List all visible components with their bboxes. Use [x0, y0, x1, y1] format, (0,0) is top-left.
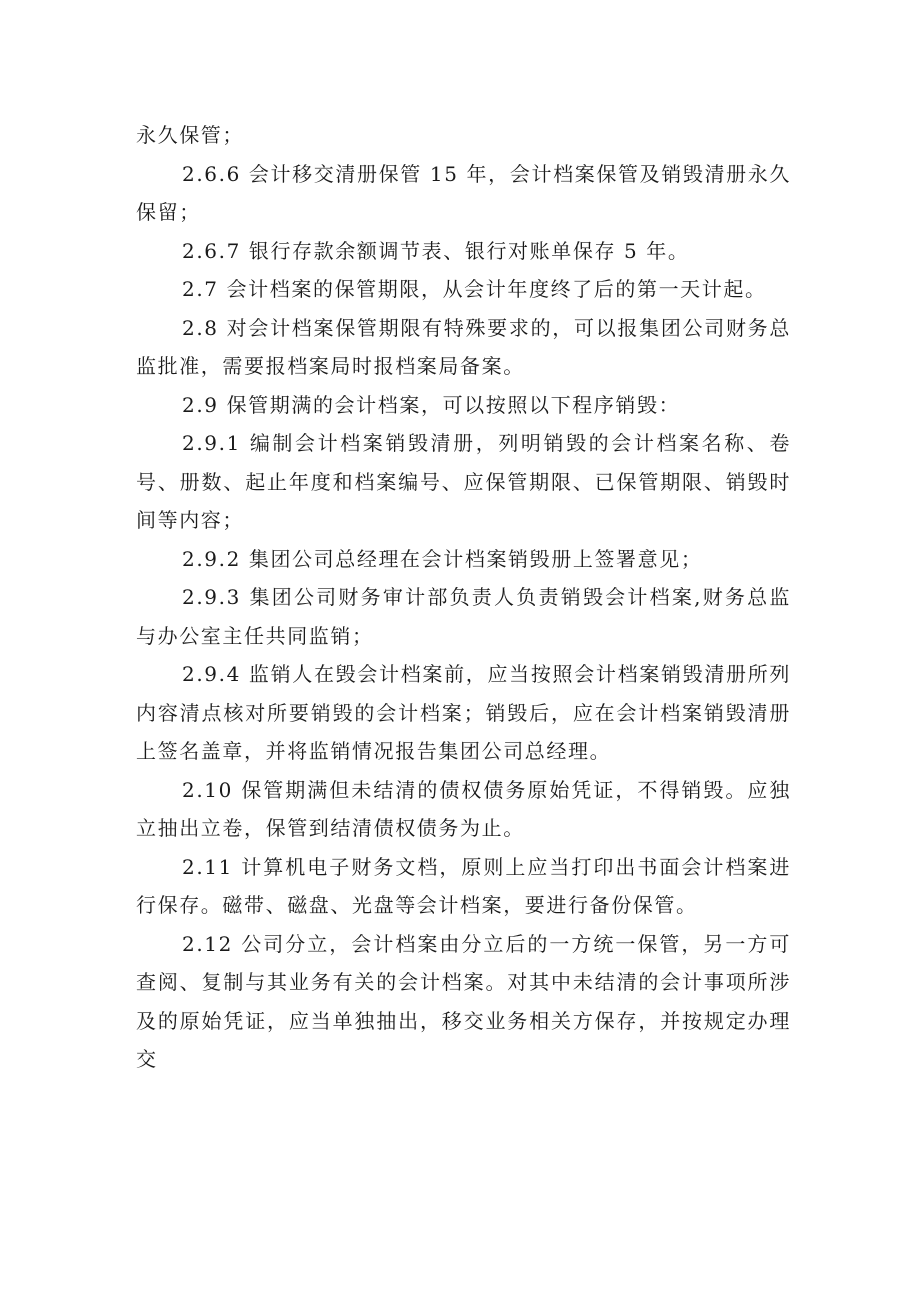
paragraph-2-9-4: 2.9.4 监销人在毁会计档案前，应当按照会计档案销毁清册所列内容清点核对所要销毁的会计档案；销毁后，应在会计档案销毁清册上签名盖章，并将监销情况报告集团公司总经理。: [136, 662, 791, 763]
paragraph-2-11: 2.11 计算机电子财务文档，原则上应当打印出书面会计档案进行保存。磁带、磁盘、光盘等会计档案，要进行备份保管。: [136, 854, 791, 917]
paragraph-2-6-6: 2.6.6 会计移交清册保管 15 年，会计档案保管及销毁清册永久保留；: [136, 161, 791, 224]
paragraph-2-6-7: 2.6.7 银行存款余额调节表、银行对账单保存 5 年。: [182, 238, 690, 263]
paragraph-2-9-1: 2.9.1 编制会计档案销毁清册，列明销毁的会计档案名称、卷号、册数、起止年度和档案编号、应保管期限、已保管期限、销毁时间等内容；: [136, 431, 791, 532]
paragraph-2-7: 2.7 会计档案的保管期限，从会计年度终了后的第一天计起。: [182, 277, 767, 301]
paragraph-2-9: 2.9 保管期满的会计档案，可以按照以下程序销毁：: [182, 392, 681, 417]
paragraph-2-8: 2.8 对会计档案保管期限有特殊要求的，可以报集团公司财务总监批准，需要报档案局时报档案局备案。: [136, 315, 791, 378]
document-body: [136, 116, 791, 1079]
paragraph-2-9-2: 2.9.2 集团公司总经理在会计档案销毁册上签署意见；: [182, 546, 703, 571]
paragraph-2-10: 2.10 保管期满但未结清的债权债务原始凭证，不得销毁。应独立抽出立卷，保管到结清债权债务为止。: [136, 777, 791, 840]
paragraph-2-12: 2.12 公司分立，会计档案由分立后的一方统一保管，另一方可查阅、复制与其业务有关的会计档案。对其中未结清的会计事项所涉及的原始凭证，应当单独抽出，移交业务相关方保存，并按规定办理交: [136, 931, 791, 1071]
paragraph-continuation: 永久保管；: [136, 123, 244, 147]
paragraph-2-9-3: 2.9.3 集团公司财务审计部负责人负责销毁会计档案,财务总监与办公室主任共同监销；: [136, 585, 791, 648]
